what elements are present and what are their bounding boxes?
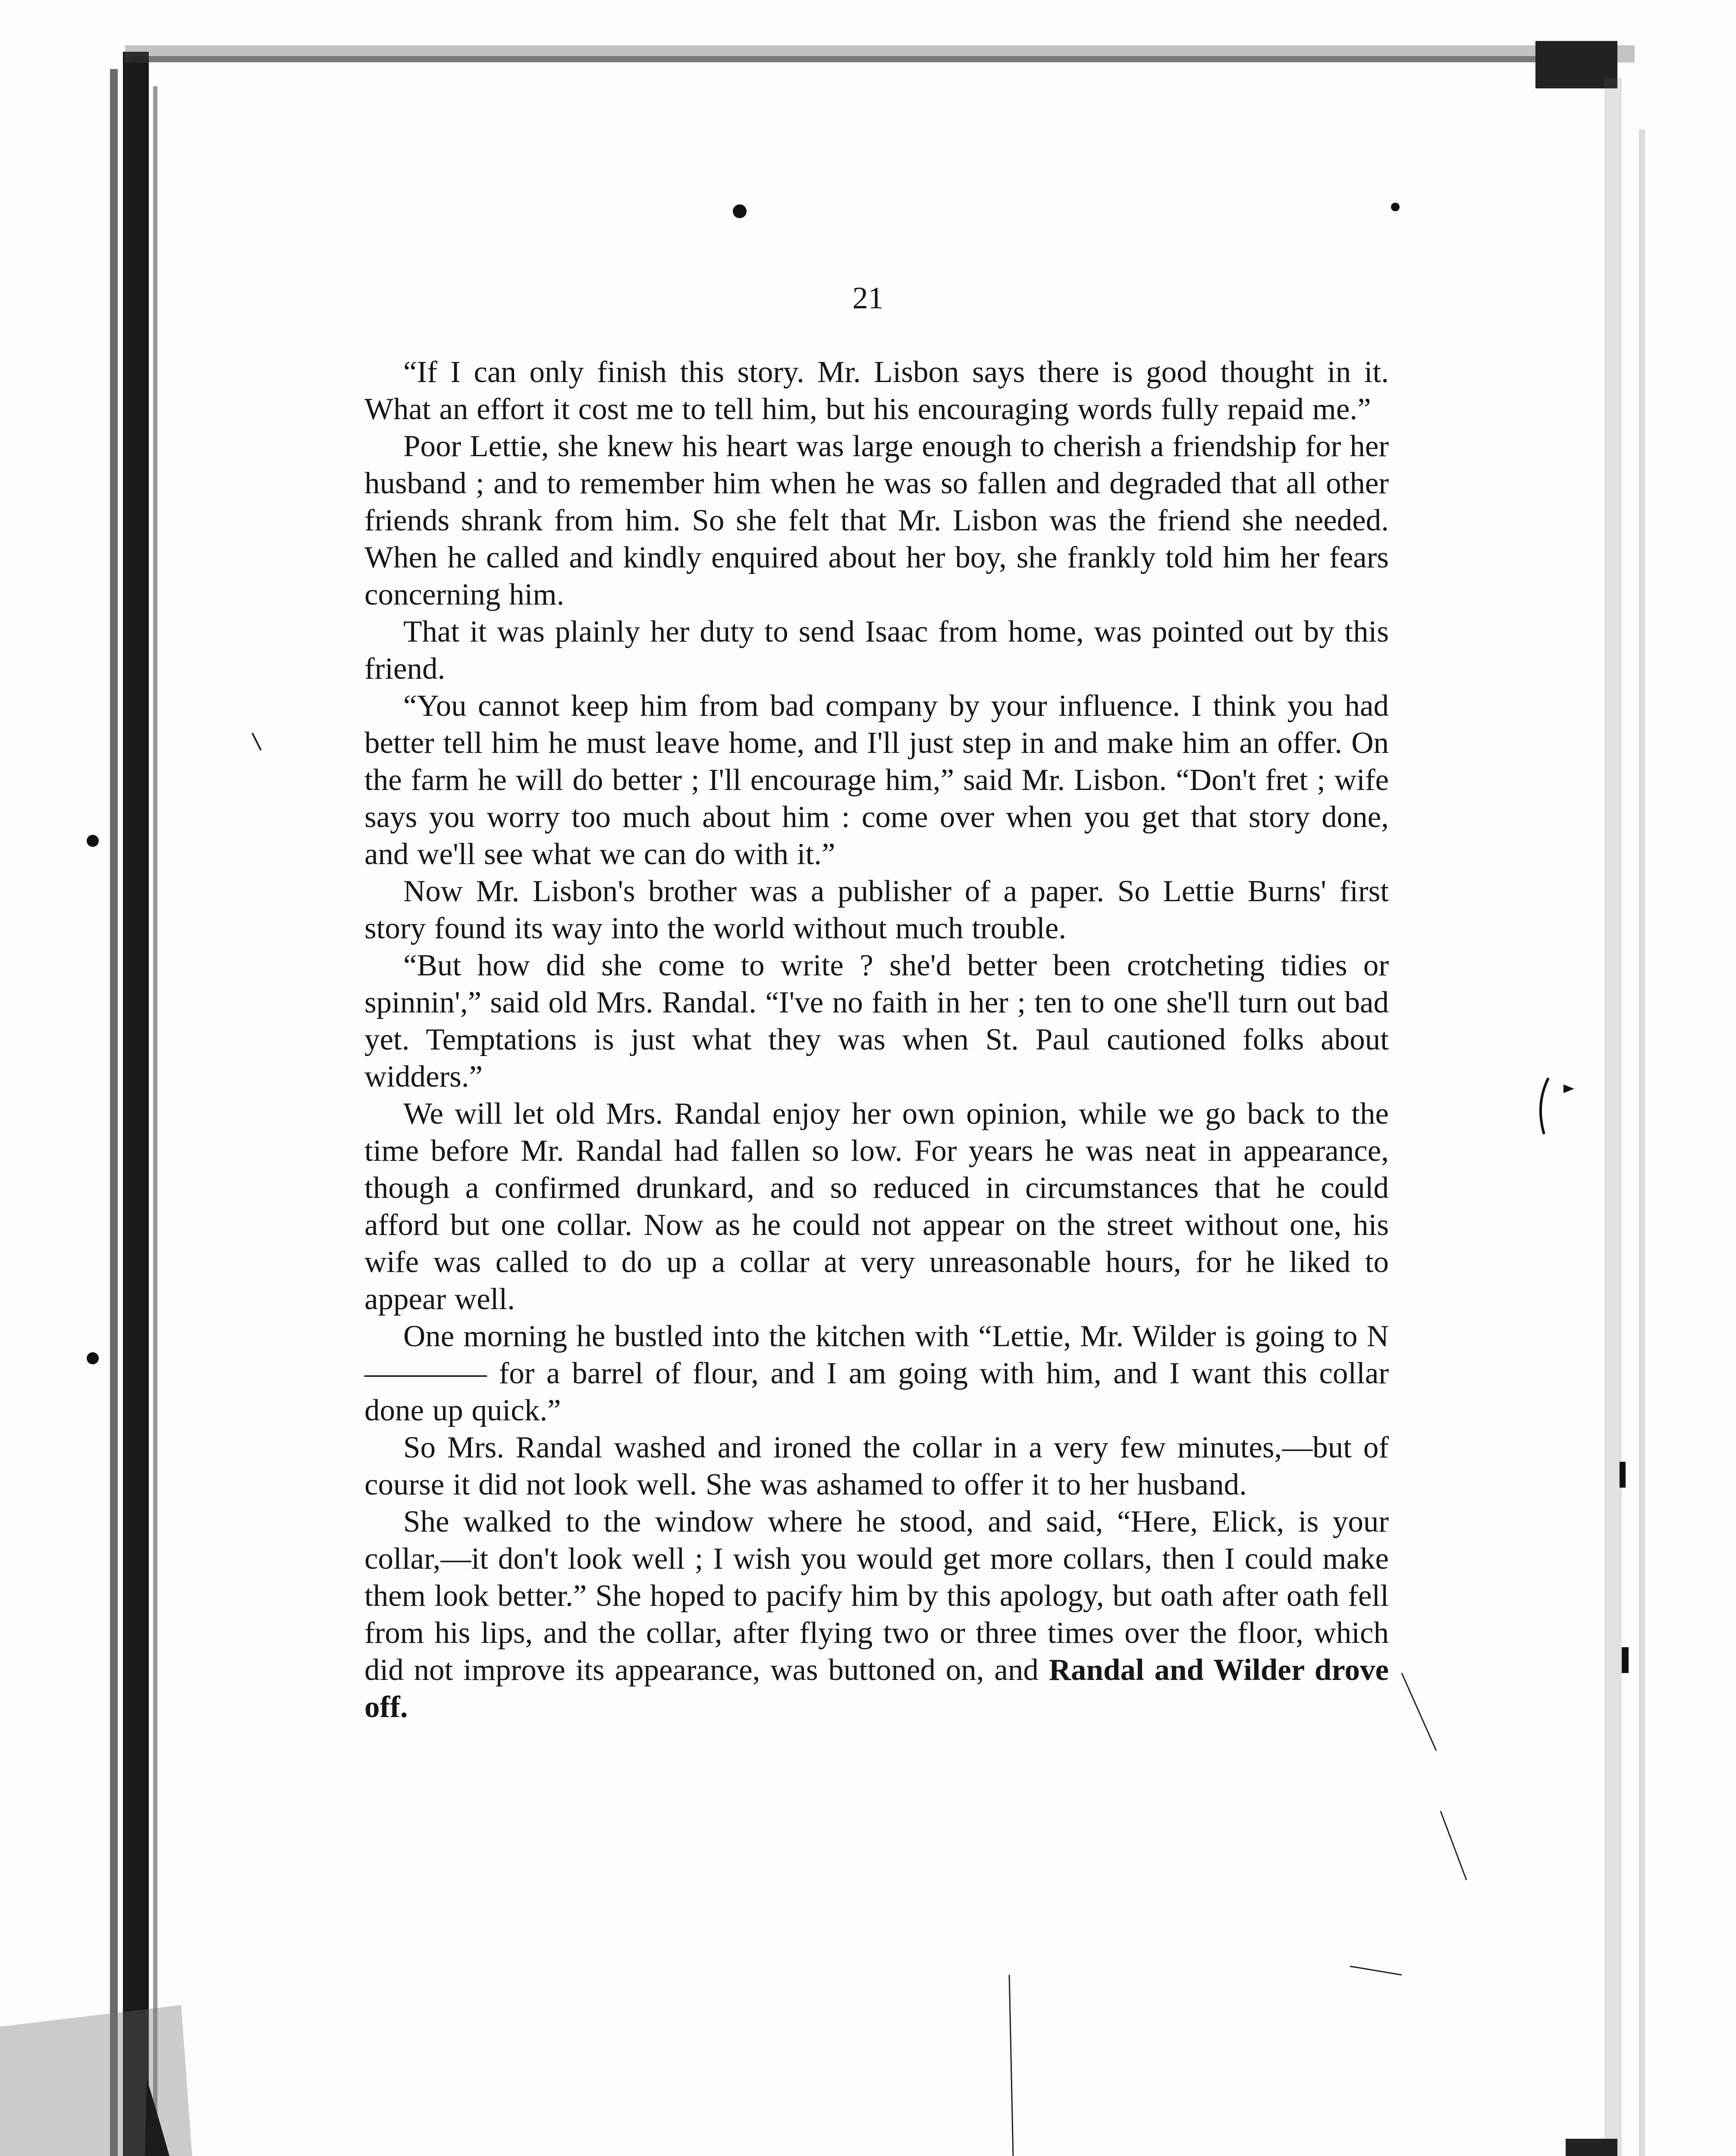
final-line-text: Randal and Wilder drove off. [364,1653,1389,1724]
paragraph: “If I can only finish this story. Mr. Lisbon says there is good thought in it. What an effort it cost me to tell him, but his encouraging words fully repaid me.” [364,355,1389,426]
paragraph: One morning he bustled into the kitchen with “Lettie, Mr. Wilder is going to N———— for a barrel of flour, and I am going with him, and I want this collar done up quick.” [364,1319,1389,1427]
paragraph: We will let old Mrs. Randal enjoy her own opinion, while we go back to the time before Mr. Randal had fallen so low. For years he was neat in appearance, though a confirmed drunkard, and so reduced in circumstances that he could afford but one collar. Now as he could not appear on the street without one, his wife was called to do up a collar at very unreasonable hours, for he liked to appear well. [364,1097,1389,1316]
paragraph: So Mrs. Randal washed and ironed the collar in a very few minutes,—but of course it did not look well. She was ashamed to offer it to her husband. [364,1431,1389,1501]
page-number: 21 [852,281,884,315]
final-paragraph-text: She walked to the window where he stood, and said, “Here, Elick, is your collar,—it don't look well ; I wish you would get more collars, then I could make them look better.” She hoped to pacify him by this apology, but oath after oath fell from his lips, and the collar, after flying two or three times over the floor, which did not improve its appearance, was buttoned on, and [364,1505,1389,1687]
paragraph-final [364,1503,1389,1726]
paragraph: “But how did she come to write ? she'd better been crotcheting tidies or spinnin',” said old Mrs. Randal. “I've no faith in her ; ten to one she'll turn out bad yet. Temptations is just what they was when St. Paul cautioned folks about widders.” [364,949,1389,1094]
paragraph: Now Mr. Lisbon's brother was a publisher of a paper. So Lettie Burns' first story found its way into the world without much trouble. [364,874,1389,945]
paragraph: “You cannot keep him from bad company by your influence. I think you had better tell him he must leave home, and I'll just step in and make him an offer. On the farm he will do better ; I'll encourage him,” said Mr. Lisbon. “Don't fret ; wife says you worry too much about him : come over when you get that story done, and we'll see what we can do with it.” [364,689,1389,871]
paragraph: That it was plainly her duty to send Isaac from home, was pointed out by this friend. [364,615,1389,686]
paragraph: Poor Lettie, she knew his heart was large enough to cherish a friendship for her husband ; and to remember him when he was so fallen and degraded that all other friends shrank from him. So she felt that Mr. Lisbon was the friend she needed. When he called and kindly enquired about her boy, she frankly told him her fears concerning him. [364,429,1389,611]
body-text [364,354,1389,1726]
